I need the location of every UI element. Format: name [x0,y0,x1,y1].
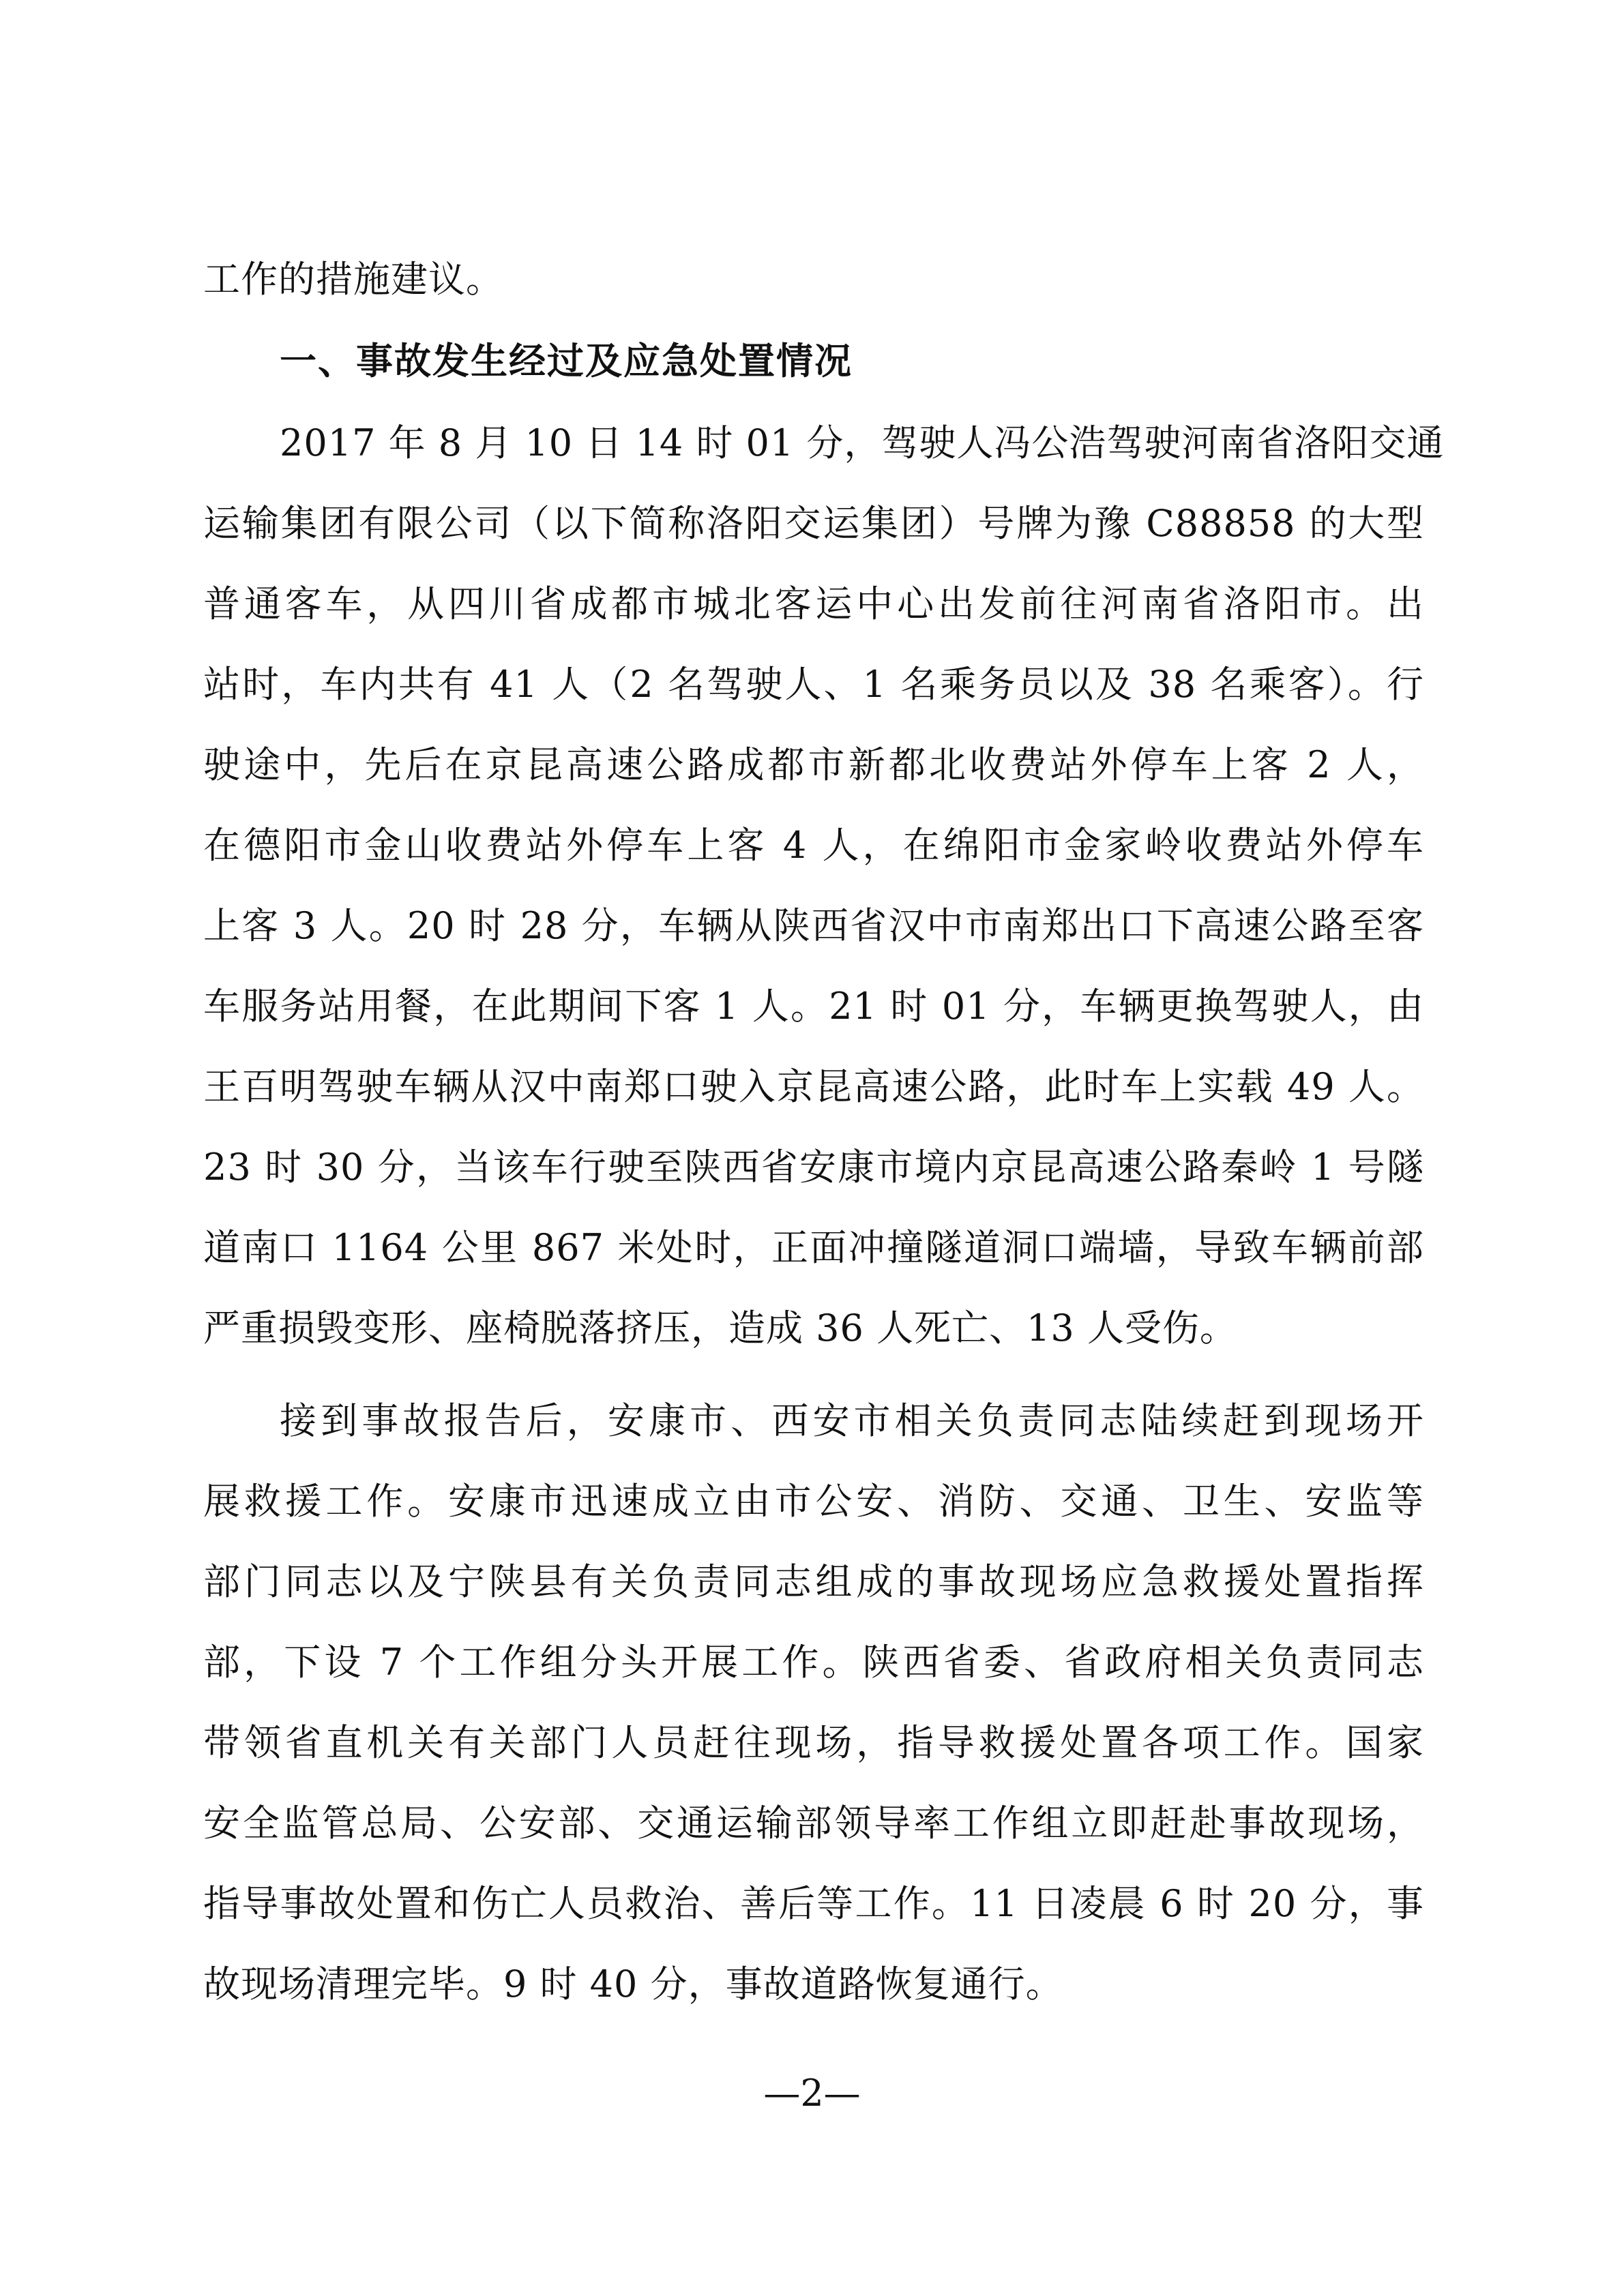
paragraph-line: 上客 3 人。20 时 28 分，车辆从陕西省汉中市南郑出口下高速公路至客 [203,904,1424,947]
paragraph-line: 带领省直机关有关部门人员赶往现场，指导救援处置各项工作。国家 [203,1721,1424,1764]
paragraph-line: 严重损毁变形、座椅脱落挤压，造成 36 人死亡、13 人受伤。 [203,1307,1237,1350]
section-heading: 一、事故发生经过及应急处置情况 [280,340,853,383]
paragraph-line: 接到事故报告后，安康市、西安市相关负责同志陆续赶到现场开 [280,1399,1424,1442]
paragraph-line: 运输集团有限公司（以下简称洛阳交运集团）号牌为豫 C88858 的大型 [203,502,1424,545]
paragraph-line: 安全监管总局、公安部、交通运输部领导率工作组立即赶赴事故现场， [203,1802,1424,1845]
paragraph-line: 站时，车内共有 41 人（2 名驾驶人、1 名乘务员以及 38 名乘客）。行 [203,663,1424,706]
paragraph-line: 指导事故处置和伤亡人员救治、善后等工作。11 日凌晨 6 时 20 分，事 [203,1882,1424,1925]
paragraph-line: 2017 年 8 月 10 日 14 时 01 分，驾驶人冯公浩驾驶河南省洛阳交通 [280,421,1445,464]
paragraph-line: 部门同志以及宁陕县有关负责同志组成的事故现场应急救援处置指挥 [203,1560,1424,1603]
paragraph-line: 在德阳市金山收费站外停车上客 4 人，在绵阳市金家岭收费站外停车 [203,824,1424,867]
paragraph-line: 车服务站用餐，在此期间下客 1 人。21 时 01 分，车辆更换驾驶人，由 [203,985,1424,1028]
continuation-text: 工作的措施建议。 [203,258,503,301]
paragraph-line: 驶途中，先后在京昆高速公路成都市新都北收费站外停车上客 2 人， [203,743,1424,786]
paragraph-line: 故现场清理完毕。9 时 40 分，事故道路恢复通行。 [203,1963,1063,2006]
paragraph-line: 王百明驾驶车辆从汉中南郑口驶入京昆高速公路，此时车上实载 49 人。 [203,1065,1424,1108]
paragraph-line: 23 时 30 分，当该车行驶至陕西省安康市境内京昆高速公路秦岭 1 号隧 [203,1146,1424,1189]
paragraph-line: 部，下设 7 个工作组分头开展工作。陕西省委、省政府相关负责同志 [203,1641,1424,1684]
page-number: —2— [763,2072,861,2115]
paragraph-line: 普通客车，从四川省成都市城北客运中心出发前往河南省洛阳市。出 [203,582,1424,625]
paragraph-line: 道南口 1164 公里 867 米处时，正面冲撞隧道洞口端墙，导致车辆前部 [203,1226,1424,1269]
paragraph-line: 展救援工作。安康市迅速成立由市公安、消防、交通、卫生、安监等 [203,1480,1424,1523]
